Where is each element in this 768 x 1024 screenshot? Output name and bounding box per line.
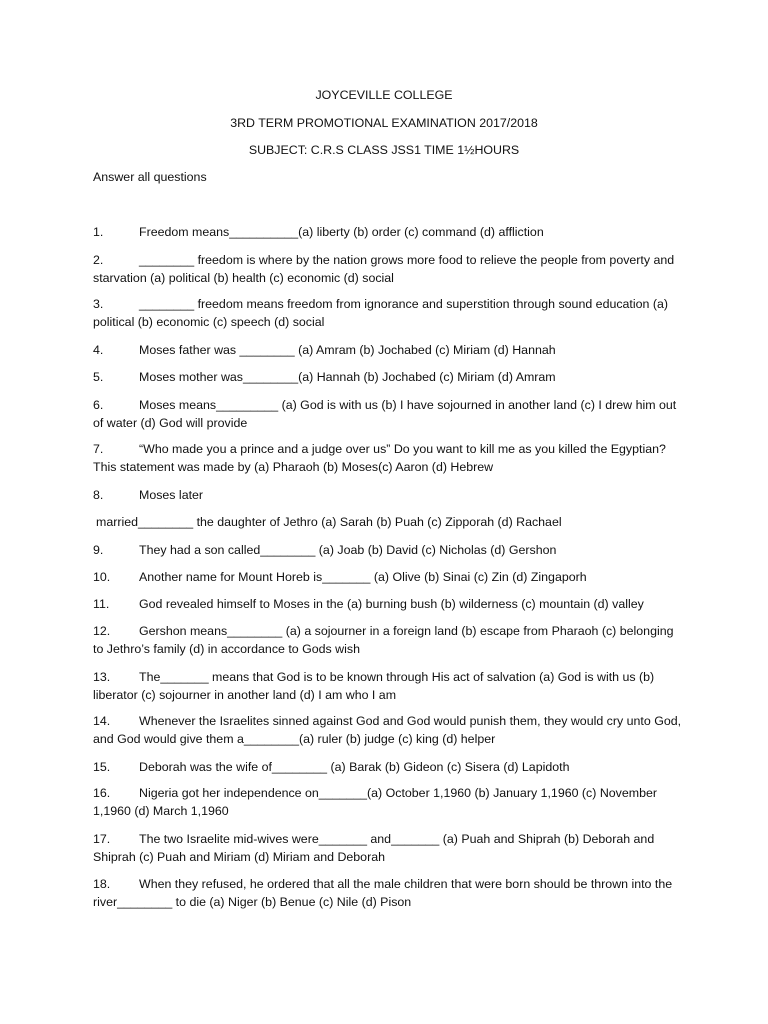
question-8 [93, 486, 683, 504]
question-4 [93, 341, 683, 359]
exam-title: 3RD TERM PROMOTIONAL EXAMINATION 2017/2018 [230, 116, 538, 130]
question-text: Deborah was the wife of________ (a) Barak (b) Gideon (c) Sisera (d) Lapidoth [139, 760, 570, 774]
question-number: 18. [93, 877, 111, 891]
question-number: 14. [93, 714, 111, 728]
question-number: 16. [93, 786, 111, 800]
question-number: 1. [93, 225, 104, 239]
question-18 [93, 875, 683, 911]
question-text: Freedom means__________(a) liberty (b) order (c) command (d) affliction [139, 225, 544, 239]
question-text: Moses means_________ (a) God is with us (b) I have sojourned in another land (c) I drew him out of water (d) God will provide [93, 398, 677, 430]
question-6 [93, 396, 683, 432]
question-number: 12. [93, 624, 111, 638]
question-15 [93, 758, 683, 776]
question-12 [93, 622, 683, 658]
question-text: Moses father was ________ (a) Amram (b) Jochabed (c) Miriam (d) Hannah [139, 343, 556, 357]
question-text: They had a son called________ (a) Joab (b) David (c) Nicholas (d) Gershon [139, 543, 557, 557]
question-text: God revealed himself to Moses in the (a) burning bush (b) wilderness (c) mountain (d) valley [139, 597, 644, 611]
question-number: 5. [93, 370, 104, 384]
question-text: Nigeria got her independence on_______(a) October 1,1960 (b) January 1,1960 (c) November 1,1960 (d) March 1,1960 [93, 786, 657, 818]
question-number: 15. [93, 760, 111, 774]
question-number: 8. [93, 488, 104, 502]
question-number: 6. [93, 398, 104, 412]
instructions: Answer all questions [93, 170, 207, 184]
question-text: ________ freedom means freedom from ignorance and superstition through sound education (a) political (b) economic (c) speech (d) social [93, 297, 668, 329]
question-number: 7. [93, 442, 104, 456]
question-11 [93, 595, 683, 613]
question-number: 11. [93, 597, 110, 611]
question-10 [93, 568, 683, 586]
question-number: 4. [93, 343, 104, 357]
question-number: 2. [93, 253, 104, 267]
question-3 [93, 295, 683, 331]
question-number: 3. [93, 297, 104, 311]
question-13 [93, 668, 683, 704]
question-text: ________ freedom is where by the nation grows more food to relieve the people from poverty and starvation (a) political (b) health (c) economic (d) social [93, 253, 675, 285]
question-text: “Who made you a prince and a judge over us” Do you want to kill me as you killed the Egyptian? This statement was made by (a) Pharaoh (b) Moses(c) Aaron (d) Hebrew [93, 442, 666, 474]
question-text: The two Israelite mid-wives were_______ and_______ (a) Puah and Shiprah (b) Deborah and Shiprah (c) Puah and Miriam (d) Miriam and Deborah [93, 832, 655, 864]
question-text: married________ the daughter of Jethro (a) Sarah (b) Puah (c) Zipporah (d) Rachael [96, 515, 562, 529]
question-2 [93, 251, 683, 287]
question-number: 10. [93, 570, 111, 584]
question-text: Moses later [139, 488, 204, 502]
question-number: 17. [93, 832, 111, 846]
question-number: 13. [93, 670, 111, 684]
question-text: The_______ means that God is to be known through His act of salvation (a) God is with us (b) liberator (c) sojourner in another land (d) I am who I am [93, 670, 655, 702]
question-1 [93, 223, 683, 241]
subject-line: SUBJECT: C.R.S CLASS JSS1 TIME 1½HOURS [248, 143, 520, 157]
question-17 [93, 830, 683, 866]
question-5 [93, 368, 683, 386]
question-text: When they refused, he ordered that all the male children that were born should be thrown into the river________ to die (a) Niger (b) Benue (c) Nile (d) Pison [93, 877, 673, 909]
question-text: Moses mother was________(a) Hannah (b) Jochabed (c) Miriam (d) Amram [139, 370, 556, 384]
question-9 [93, 541, 683, 559]
question-8-continued [96, 513, 686, 531]
question-16 [93, 784, 683, 820]
question-number: 9. [93, 543, 104, 557]
question-text: Whenever the Israelites sinned against God and God would punish them, they would cry unto God, and God would give them a________(a) ruler (b) judge (c) king (d) helper [93, 714, 682, 746]
question-text: Another name for Mount Horeb is_______ (a) Olive (b) Sinai (c) Zin (d) Zingaporh [139, 570, 587, 584]
question-14 [93, 712, 683, 748]
question-7 [93, 440, 683, 476]
question-text: Gershon means________ (a) a sojourner in a foreign land (b) escape from Pharaoh (c) belonging to Jethro’s family (d) in accordance to Gods wish [93, 624, 674, 656]
school-name: JOYCEVILLE COLLEGE [315, 88, 453, 102]
